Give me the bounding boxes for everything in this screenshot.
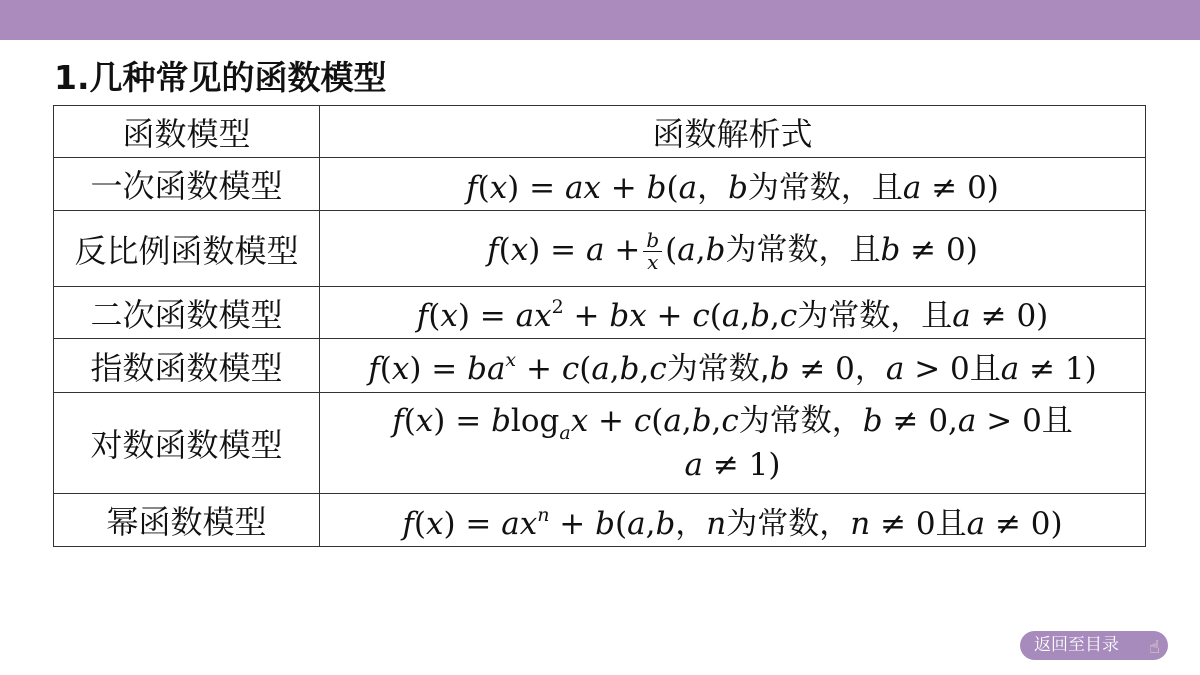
model-name: 幂函数模型 [54,494,320,547]
page-title: 1.几种常见的函数模型 [54,58,387,97]
model-name: 对数函数模型 [54,393,320,494]
table-row [54,211,1146,287]
model-name: 反比例函数模型 [54,211,320,287]
formula: $f(x) = ax^2$ + bx + c(a,b,c为常数，且a ≠ 0) [320,287,1146,339]
formula: f(x) = ax + b(a，b为常数，且a ≠ 0) [320,158,1146,211]
formula: $f(x) = ax^n + b(a,b$，n为常数，n ≠ 0且a ≠ 0) [320,494,1146,547]
header-model: 函数模型 [54,106,320,158]
pointing-hand-icon: ☝ [1149,637,1160,658]
table-row [54,393,1146,494]
formula: f(x) = blog$_a$x + c(a,b,c为常数，b ≠ 0,a > 0且 a ≠ 1) [320,393,1146,494]
header-formula: 函数解析式 [320,106,1146,158]
formula: $f(x) = ba^x + c(a,b,c$为常数,b ≠ 0，a > 0且a ≠ 1) [320,339,1146,393]
table-row [54,494,1146,547]
function-model-table [53,105,1146,547]
back-to-contents-label: 返回至目录 [1034,635,1119,655]
table-row [54,339,1146,393]
formula: f(x) = a + $\frac{b}{x}$ (a,b为常数，且b ≠ 0) [320,211,1146,287]
model-name: 指数函数模型 [54,339,320,393]
table-row [54,158,1146,211]
table-header-row [54,106,1146,158]
top-banner [0,0,1200,40]
back-to-contents-button[interactable] [1020,631,1168,660]
table-row [54,287,1146,339]
model-name: 二次函数模型 [54,287,320,339]
model-name: 一次函数模型 [54,158,320,211]
